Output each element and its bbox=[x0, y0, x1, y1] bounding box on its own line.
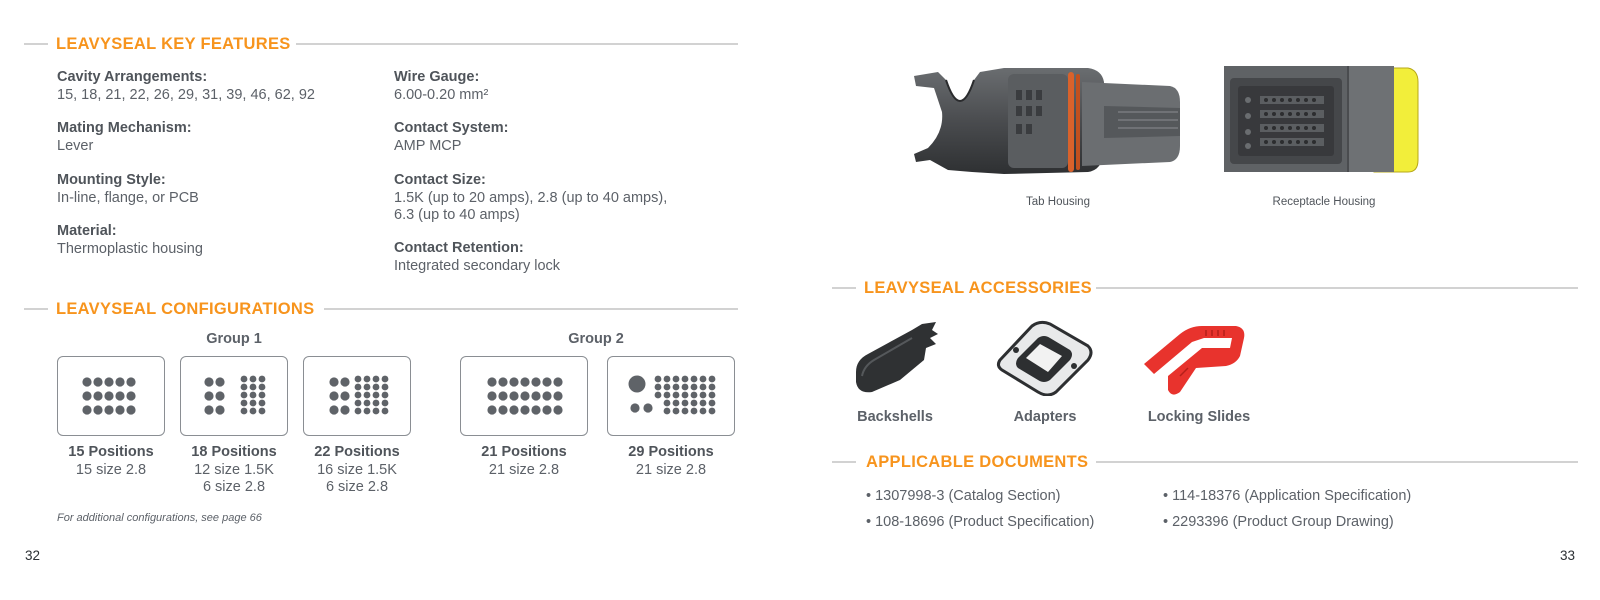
feature-label: Mating Mechanism: bbox=[57, 120, 192, 136]
applicable-documents-header bbox=[832, 452, 1578, 472]
page-number-left: 32 bbox=[25, 548, 41, 563]
feature-label: Contact System: bbox=[394, 120, 509, 136]
feature-cavity-arrangements bbox=[57, 69, 315, 104]
config-diagram-29 bbox=[607, 356, 735, 436]
feature-material bbox=[57, 223, 203, 258]
config-diagram-18 bbox=[180, 356, 288, 436]
feature-value: In-line, flange, or PCB bbox=[57, 189, 199, 206]
positions-detail: 21 size 2.8 bbox=[635, 461, 707, 478]
feature-contact-retention bbox=[394, 240, 560, 275]
document-item: • 114-18376 (Application Specification) bbox=[1163, 488, 1412, 504]
adapters-label: Adapters bbox=[1013, 409, 1077, 425]
positions-detail: 6 size 2.8 bbox=[202, 479, 266, 495]
feature-contact-system bbox=[394, 120, 508, 155]
key-features-title: LEAVYSEAL KEY FEATURES bbox=[56, 35, 291, 53]
cavity-grid-29 bbox=[608, 357, 736, 437]
key-features-header bbox=[24, 34, 738, 54]
feature-value: AMP MCP bbox=[394, 137, 462, 154]
cavity-grid-15 bbox=[58, 357, 166, 437]
config-caption-21 bbox=[460, 444, 588, 479]
positions-count: 29 Positions bbox=[628, 444, 714, 460]
cavity-grid-21 bbox=[461, 357, 589, 437]
feature-label: Contact Size: bbox=[394, 172, 486, 188]
locking-slide-image bbox=[1140, 320, 1250, 396]
positions-count: 18 Positions bbox=[191, 444, 277, 460]
config-caption-29 bbox=[607, 444, 735, 479]
positions-count: 15 Positions bbox=[68, 444, 154, 460]
tab-housing-image bbox=[908, 62, 1188, 182]
document-item: • 2293396 (Product Group Drawing) bbox=[1163, 514, 1394, 530]
config-caption-22 bbox=[293, 444, 421, 497]
feature-label: Contact Retention: bbox=[394, 240, 524, 256]
positions-detail: 6 size 2.8 bbox=[325, 479, 389, 495]
config-diagram-15 bbox=[57, 356, 165, 436]
group-1-label: Group 1 bbox=[206, 331, 262, 347]
receptacle-housing-caption: Receptacle Housing bbox=[1272, 196, 1376, 208]
positions-count: 21 Positions bbox=[481, 444, 567, 460]
feature-value: Thermoplastic housing bbox=[57, 240, 203, 257]
configurations-header bbox=[24, 299, 738, 319]
config-caption-15 bbox=[47, 444, 175, 479]
backshell-image bbox=[852, 320, 942, 396]
cavity-grid-22 bbox=[304, 357, 412, 437]
positions-detail: 15 size 2.8 bbox=[75, 461, 147, 478]
feature-value: 15, 18, 21, 22, 26, 29, 31, 39, 46, 62, 92 bbox=[57, 86, 315, 103]
feature-contact-size bbox=[394, 172, 667, 225]
tab-housing-caption: Tab Housing bbox=[1026, 196, 1090, 208]
receptacle-housing-image bbox=[1224, 64, 1424, 176]
feature-label: Mounting Style: bbox=[57, 172, 166, 188]
positions-detail: 16 size 1.5K bbox=[317, 461, 397, 478]
configurations-title: LEAVYSEAL CONFIGURATIONS bbox=[56, 300, 315, 318]
accessories-header bbox=[832, 278, 1578, 298]
group-2-label: Group 2 bbox=[568, 331, 624, 347]
configurations-footnote: For additional configurations, see page 66 bbox=[57, 512, 262, 524]
locking-slides-label: Locking Slides bbox=[1147, 409, 1251, 425]
feature-value-continued: 6.3 (up to 40 amps) bbox=[394, 207, 520, 223]
feature-label: Material: bbox=[57, 223, 117, 239]
adapter-image bbox=[996, 320, 1094, 396]
feature-value: Integrated secondary lock bbox=[394, 257, 561, 274]
accessories-title: LEAVYSEAL ACCESSORIES bbox=[864, 279, 1092, 297]
config-caption-18 bbox=[170, 444, 298, 497]
cavity-grid-18 bbox=[181, 357, 289, 437]
positions-detail: 21 size 2.8 bbox=[488, 461, 560, 478]
feature-value: 6.00-0.20 mm² bbox=[394, 86, 489, 103]
positions-detail: 12 size 1.5K bbox=[194, 461, 274, 478]
feature-mounting-style bbox=[57, 172, 199, 207]
feature-mating-mechanism bbox=[57, 120, 192, 155]
document-item: • 1307998-3 (Catalog Section) bbox=[866, 488, 1061, 504]
config-diagram-21 bbox=[460, 356, 588, 436]
feature-wire-gauge bbox=[394, 69, 488, 104]
config-diagram-22 bbox=[303, 356, 411, 436]
feature-value: Lever bbox=[57, 137, 94, 154]
feature-label: Wire Gauge: bbox=[394, 69, 480, 85]
applicable-documents-title: APPLICABLE DOCUMENTS bbox=[866, 453, 1089, 471]
feature-label: Cavity Arrangements: bbox=[57, 69, 208, 85]
document-item: • 108-18696 (Product Specification) bbox=[866, 514, 1095, 530]
backshells-label: Backshells bbox=[857, 409, 933, 425]
positions-count: 22 Positions bbox=[314, 444, 400, 460]
feature-value: 1.5K (up to 20 amps), 2.8 (up to 40 amps), bbox=[394, 189, 668, 206]
page-number-right: 33 bbox=[1560, 548, 1576, 563]
